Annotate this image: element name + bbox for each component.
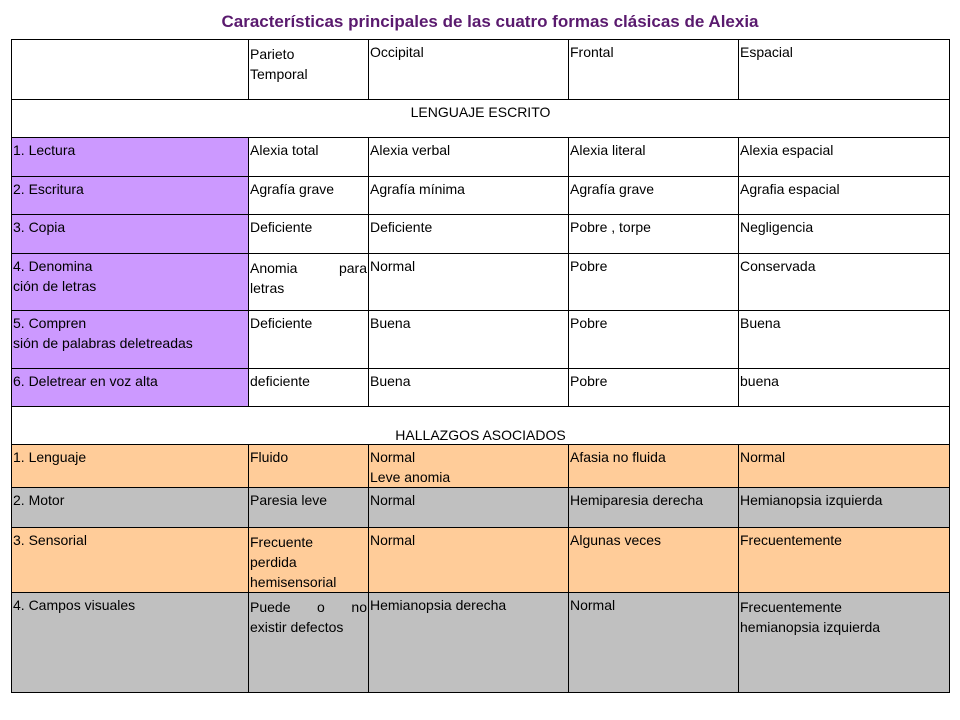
cell-espacial: Agrafia espacial: [739, 177, 950, 215]
cell-occipital: Buena: [369, 369, 569, 407]
cell-parieto: [249, 254, 369, 311]
row-label: [12, 254, 249, 311]
row-label: 6. Deletrear en voz alta: [12, 369, 249, 407]
page-title: Características principales de las cuatro formas clásicas de Alexia: [221, 12, 759, 31]
cell-espacial: Conservada: [739, 254, 950, 311]
cell-occipital: Hemianopsia derecha: [369, 593, 569, 693]
table-row: [12, 488, 950, 528]
cell-occipital-line1: Normal: [370, 449, 416, 465]
cell-espacial: Alexia espacial: [739, 138, 950, 177]
cell-frontal: Pobre , torpe: [569, 215, 739, 254]
header-parieto-line2: Temporal: [250, 66, 308, 82]
cell-occipital-line2: Leve anomia: [370, 469, 451, 485]
row-label: 1. Lectura: [12, 138, 249, 177]
header-parieto-temporal: [249, 40, 369, 100]
cell-espacial: Negligencia: [739, 215, 950, 254]
row-label-line2: ción de letras: [13, 278, 97, 294]
cell-occipital: [369, 445, 569, 488]
header-blank-cell: [12, 40, 249, 100]
section-lenguaje-escrito: LENGUAJE ESCRITO: [12, 100, 950, 138]
table-row: [12, 138, 950, 177]
table-row: [12, 369, 950, 407]
cell-frontal: Algunas veces: [569, 528, 739, 593]
row-label: 2. Escritura: [12, 177, 249, 215]
cell-occipital: Deficiente: [369, 215, 569, 254]
row-label-line2: sión de palabras deletreadas: [13, 335, 193, 351]
cell-parieto: Agrafía grave: [249, 177, 369, 215]
cell-parieto: Alexia total: [249, 138, 369, 177]
header-row: [12, 40, 950, 100]
row-label: 3. Sensorial: [12, 528, 249, 593]
row-label: 2. Motor: [12, 488, 249, 528]
cell-frontal: Normal: [569, 593, 739, 693]
cell-parieto-line2: letras: [250, 280, 285, 296]
cell-parieto: [249, 593, 369, 693]
cell-frontal: Pobre: [569, 311, 739, 369]
table-row: [12, 593, 950, 693]
row-label: [12, 311, 249, 369]
table-row: [12, 177, 950, 215]
row-label: 1. Lenguaje: [12, 445, 249, 488]
cell-parieto-line3: hemisensorial: [250, 574, 337, 590]
cell-frontal: Afasia no fluida: [569, 445, 739, 488]
cell-espacial: Buena: [739, 311, 950, 369]
cell-espacial-line1: Frecuentemente: [740, 599, 842, 615]
row-label: 4. Campos visuales: [12, 593, 249, 693]
cell-frontal: Agrafía grave: [569, 177, 739, 215]
cell-frontal: Alexia literal: [569, 138, 739, 177]
cell-parieto: deficiente: [249, 369, 369, 407]
cell-parieto-line1: Frecuente: [250, 534, 314, 550]
row-label: 3. Copia: [12, 215, 249, 254]
cell-espacial: buena: [739, 369, 950, 407]
cell-parieto: Deficiente: [249, 311, 369, 369]
header-espacial: Espacial: [739, 40, 950, 100]
header-parieto-line1: Parieto: [250, 46, 295, 62]
table-row: [12, 215, 950, 254]
row-label-line1: 4. Denomina: [13, 258, 93, 274]
table-row: [12, 254, 950, 311]
cell-parieto: [249, 528, 369, 593]
row-label-line1: 5. Compren: [13, 315, 87, 331]
section-hallazgos-asociados: HALLAZGOS ASOCIADOS: [12, 407, 950, 445]
cell-parieto-line2: existir defectos: [250, 619, 344, 635]
section-row-lenguaje-escrito: [12, 100, 950, 138]
cell-espacial: Normal: [739, 445, 950, 488]
cell-frontal: Pobre: [569, 254, 739, 311]
header-frontal: Frontal: [569, 40, 739, 100]
cell-parieto-line1: Puede o no: [250, 599, 367, 615]
header-occipital: Occipital: [369, 40, 569, 100]
cell-espacial: Frecuentemente: [739, 528, 950, 593]
cell-parieto: Deficiente: [249, 215, 369, 254]
cell-occipital: Normal: [369, 488, 569, 528]
cell-frontal: Pobre: [569, 369, 739, 407]
cell-occipital: Normal: [369, 528, 569, 593]
cell-parieto: Fluido: [249, 445, 369, 488]
cell-frontal: Hemiparesia derecha: [569, 488, 739, 528]
cell-espacial-line2: hemianopsia izquierda: [740, 619, 881, 635]
cell-parieto-line1: Anomia para: [250, 260, 367, 276]
table-row: [12, 528, 950, 593]
cell-occipital: Agrafía mínima: [369, 177, 569, 215]
cell-espacial: Hemianopsia izquierda: [739, 488, 950, 528]
cell-occipital: Normal: [369, 254, 569, 311]
alexia-table: [11, 39, 950, 693]
table-row: [12, 445, 950, 488]
cell-occipital: Alexia verbal: [369, 138, 569, 177]
section-row-hallazgos: [12, 407, 950, 445]
cell-occipital: Buena: [369, 311, 569, 369]
cell-parieto: Paresia leve: [249, 488, 369, 528]
table-row: [12, 311, 950, 369]
cell-parieto-line2: perdida: [250, 554, 297, 570]
cell-espacial: [739, 593, 950, 693]
